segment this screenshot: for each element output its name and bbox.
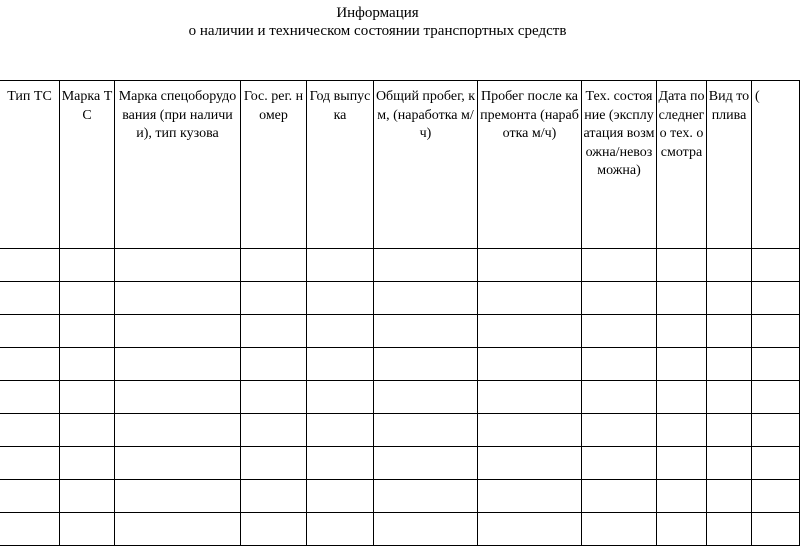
table-cell[interactable] bbox=[707, 282, 752, 315]
table-cell[interactable] bbox=[707, 447, 752, 480]
table-cell[interactable] bbox=[307, 315, 374, 348]
table-cell[interactable] bbox=[478, 249, 582, 282]
table-cell[interactable] bbox=[241, 348, 307, 381]
table-cell[interactable] bbox=[374, 480, 478, 513]
header-total-mileage bbox=[374, 81, 478, 249]
table-cell[interactable] bbox=[657, 315, 707, 348]
header-year-of-manufacture bbox=[307, 81, 374, 249]
header-label: Дата последнего тех. осмотра bbox=[658, 89, 705, 160]
table-cell[interactable] bbox=[478, 381, 582, 414]
table-cell[interactable] bbox=[752, 381, 800, 414]
table-cell[interactable] bbox=[115, 480, 241, 513]
table-cell[interactable] bbox=[752, 414, 800, 447]
table-cell[interactable] bbox=[241, 513, 307, 546]
header-label: Марка спецоборудования (при наличии), тип кузова bbox=[118, 89, 237, 141]
table-cell[interactable] bbox=[60, 348, 115, 381]
table-row bbox=[0, 348, 800, 381]
header-special-equipment bbox=[115, 81, 241, 249]
header-label: Общий пробег, км, (наработка м/ч) bbox=[375, 89, 476, 141]
table-cell[interactable] bbox=[374, 282, 478, 315]
table-cell[interactable] bbox=[115, 414, 241, 447]
table-row bbox=[0, 249, 800, 282]
table-cell[interactable] bbox=[241, 480, 307, 513]
table-cell[interactable] bbox=[0, 447, 60, 480]
table-cell[interactable] bbox=[374, 447, 478, 480]
header-label: ( bbox=[755, 89, 760, 104]
table-cell[interactable] bbox=[307, 381, 374, 414]
table-cell[interactable] bbox=[0, 381, 60, 414]
table-cell[interactable] bbox=[707, 315, 752, 348]
header-vehicle-brand bbox=[60, 81, 115, 249]
table-cell[interactable] bbox=[60, 282, 115, 315]
table-cell[interactable] bbox=[752, 282, 800, 315]
document-subtitle: о наличии и техническом состоянии транспортных средств bbox=[188, 23, 567, 39]
header-mileage-after-overhaul bbox=[478, 81, 582, 249]
header-last-inspection-date bbox=[657, 81, 707, 249]
vehicle-info-table bbox=[0, 80, 800, 546]
document-title: Информация bbox=[336, 5, 419, 21]
table-cell[interactable] bbox=[0, 315, 60, 348]
table-cell[interactable] bbox=[307, 282, 374, 315]
table-cell[interactable] bbox=[374, 414, 478, 447]
table-row bbox=[0, 414, 800, 447]
header-fuel-type bbox=[707, 81, 752, 249]
table-cell[interactable] bbox=[241, 282, 307, 315]
header-label: Вид топлива bbox=[708, 89, 750, 123]
table-cell[interactable] bbox=[657, 249, 707, 282]
table-cell[interactable] bbox=[374, 513, 478, 546]
table-cell[interactable] bbox=[241, 249, 307, 282]
table-cell[interactable] bbox=[582, 249, 657, 282]
header-label: Тех. состояние (эксплуатация возможна/невозможна) bbox=[583, 89, 655, 178]
table-cell[interactable] bbox=[374, 381, 478, 414]
table-row bbox=[0, 480, 800, 513]
table-cell[interactable] bbox=[115, 249, 241, 282]
table-cell[interactable] bbox=[0, 249, 60, 282]
table-cell[interactable] bbox=[657, 381, 707, 414]
table-cell[interactable] bbox=[582, 480, 657, 513]
table-cell[interactable] bbox=[478, 282, 582, 315]
header-label: Гос. рег. номер bbox=[243, 89, 304, 123]
table-cell[interactable] bbox=[307, 513, 374, 546]
table-cell[interactable] bbox=[60, 381, 115, 414]
table-cell[interactable] bbox=[582, 282, 657, 315]
table-cell[interactable] bbox=[60, 480, 115, 513]
table-cell[interactable] bbox=[707, 513, 752, 546]
table-cell[interactable] bbox=[115, 447, 241, 480]
table-cell[interactable] bbox=[657, 513, 707, 546]
table-cell[interactable] bbox=[374, 249, 478, 282]
table-cell[interactable] bbox=[60, 249, 115, 282]
table-cell[interactable] bbox=[0, 513, 60, 546]
table-cell[interactable] bbox=[582, 348, 657, 381]
table-cell[interactable] bbox=[115, 348, 241, 381]
table-cell[interactable] bbox=[374, 348, 478, 381]
table-cell[interactable] bbox=[307, 480, 374, 513]
table-cell[interactable] bbox=[60, 447, 115, 480]
table-cell[interactable] bbox=[241, 381, 307, 414]
table-cell[interactable] bbox=[60, 315, 115, 348]
table-cell[interactable] bbox=[115, 315, 241, 348]
table-row bbox=[0, 447, 800, 480]
table-cell[interactable] bbox=[478, 414, 582, 447]
table-cell[interactable] bbox=[115, 513, 241, 546]
header-label: Год выпуска bbox=[309, 89, 371, 123]
header-label: Марка ТС bbox=[61, 89, 113, 123]
table-cell[interactable] bbox=[241, 315, 307, 348]
header-cut-off-column bbox=[752, 81, 800, 249]
table-cell[interactable] bbox=[582, 315, 657, 348]
table-cell[interactable] bbox=[707, 348, 752, 381]
table-cell[interactable] bbox=[60, 414, 115, 447]
table-cell[interactable] bbox=[60, 513, 115, 546]
table-cell[interactable] bbox=[707, 480, 752, 513]
table-cell[interactable] bbox=[657, 348, 707, 381]
table-cell[interactable] bbox=[0, 414, 60, 447]
table-body bbox=[0, 249, 800, 546]
header-label: Пробег после капремонта (наработка м/ч) bbox=[480, 89, 579, 141]
table-cell[interactable] bbox=[752, 249, 800, 282]
table-cell[interactable] bbox=[752, 513, 800, 546]
table-cell[interactable] bbox=[0, 348, 60, 381]
table-cell[interactable] bbox=[752, 480, 800, 513]
table-cell[interactable] bbox=[657, 447, 707, 480]
table-cell[interactable] bbox=[478, 513, 582, 546]
table-cell[interactable] bbox=[0, 480, 60, 513]
header-label: Тип ТС bbox=[7, 89, 52, 104]
table-cell[interactable] bbox=[478, 480, 582, 513]
document-header bbox=[0, 4, 759, 40]
table-header-row bbox=[0, 81, 800, 249]
table-cell[interactable] bbox=[582, 414, 657, 447]
table-row bbox=[0, 381, 800, 414]
table-cell[interactable] bbox=[307, 414, 374, 447]
table-cell[interactable] bbox=[582, 381, 657, 414]
table-cell[interactable] bbox=[241, 447, 307, 480]
table-cell[interactable] bbox=[752, 348, 800, 381]
table-cell[interactable] bbox=[0, 282, 60, 315]
table-cell[interactable] bbox=[657, 414, 707, 447]
table-cell[interactable] bbox=[115, 381, 241, 414]
table-cell[interactable] bbox=[307, 348, 374, 381]
table-cell[interactable] bbox=[657, 480, 707, 513]
table-cell[interactable] bbox=[707, 414, 752, 447]
table-cell[interactable] bbox=[707, 249, 752, 282]
header-vehicle-type bbox=[0, 81, 60, 249]
table-cell[interactable] bbox=[307, 249, 374, 282]
table-row bbox=[0, 513, 800, 546]
table-cell[interactable] bbox=[115, 282, 241, 315]
table-cell[interactable] bbox=[478, 348, 582, 381]
table-cell[interactable] bbox=[478, 315, 582, 348]
table-cell[interactable] bbox=[752, 315, 800, 348]
table-cell[interactable] bbox=[478, 447, 582, 480]
table-cell[interactable] bbox=[307, 447, 374, 480]
table-row bbox=[0, 315, 800, 348]
table-row bbox=[0, 282, 800, 315]
table-cell[interactable] bbox=[707, 381, 752, 414]
table-cell[interactable] bbox=[374, 315, 478, 348]
header-registration-number bbox=[241, 81, 307, 249]
table-cell[interactable] bbox=[657, 282, 707, 315]
table-cell[interactable] bbox=[582, 513, 657, 546]
table-cell[interactable] bbox=[582, 447, 657, 480]
table-cell[interactable] bbox=[241, 414, 307, 447]
table-cell[interactable] bbox=[752, 447, 800, 480]
header-technical-condition bbox=[582, 81, 657, 249]
